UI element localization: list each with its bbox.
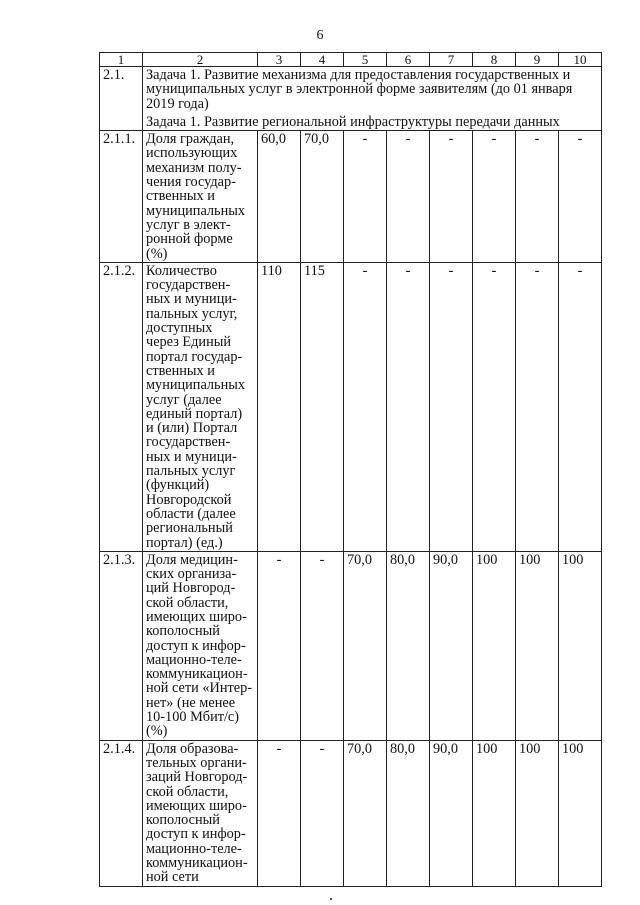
- task-number: 2.1.: [100, 67, 143, 131]
- indicator-name-line: ских организа-: [146, 566, 237, 583]
- value-cell: -: [473, 131, 516, 263]
- indicator-name-line: услуг (далее: [146, 391, 222, 408]
- task-row: [100, 67, 602, 131]
- indicator-name-line: имеющих широ-: [146, 797, 247, 814]
- value-cell: -: [258, 551, 301, 740]
- task-line: 2019 года): [146, 95, 209, 112]
- indicator-name-line: государствен-: [146, 277, 231, 294]
- indicator-name-line: доступ к инфор-: [146, 637, 246, 654]
- indicator-name-line: единый портал): [146, 405, 243, 422]
- indicator-name-line: ской области,: [146, 594, 229, 611]
- table-row: [100, 131, 602, 263]
- indicator-name: [143, 551, 258, 740]
- header-cell: 7: [430, 53, 473, 67]
- indicator-name-line: Доля образова-: [146, 740, 239, 757]
- task-line: Задача 1. Развитие механизма для предоставления государственных и: [146, 67, 571, 83]
- task-subtitle: Задача 1. Развитие региональной инфраструктуры передачи данных: [146, 113, 560, 130]
- value-cell: 110: [258, 262, 301, 551]
- indicator-name-line: услуг в элект-: [146, 216, 231, 233]
- indicator-name-line: Доля медицин-: [146, 551, 238, 568]
- indicator-name-line: использующих: [146, 145, 238, 162]
- value-cell: 100: [559, 551, 602, 740]
- header-cell: 10: [559, 53, 602, 67]
- indicator-name-line: мационно-теле-: [146, 840, 242, 857]
- indicator-name-line: ной сети «Интер-: [146, 680, 252, 697]
- indicator-name-line: и (или) Портал: [146, 420, 238, 437]
- value-cell: -: [387, 131, 430, 263]
- table-row: [100, 551, 602, 740]
- indicator-name-line: тельных органи-: [146, 754, 247, 771]
- indicator-name-line: области (далее: [146, 505, 236, 522]
- value-cell: 100: [516, 740, 559, 886]
- value-cell: -: [301, 551, 344, 740]
- indicator-name-line: через Единый: [146, 334, 231, 351]
- indicator-name-line: доступ к инфор-: [146, 826, 246, 843]
- indicator-name-line: портал) (ед.): [146, 534, 223, 551]
- indicator-name-line: (%): [146, 245, 168, 262]
- indicator-name-line: Количество: [146, 262, 217, 279]
- row-number: 2.1.3.: [100, 551, 143, 740]
- indicator-name-line: (%): [146, 723, 168, 740]
- header-cell: 1: [100, 53, 143, 67]
- value-cell: -: [344, 262, 387, 551]
- value-cell: -: [473, 262, 516, 551]
- indicator-name: [143, 131, 258, 263]
- table-header-row: [100, 53, 602, 67]
- value-cell: 60,0: [258, 131, 301, 263]
- value-cell: -: [258, 740, 301, 886]
- indicator-name: [143, 740, 258, 886]
- indicator-name-line: коммуникацион-: [146, 855, 248, 872]
- indicator-name-line: ных и муници-: [146, 291, 237, 308]
- indicator-name-line: заций Новгород-: [146, 769, 248, 786]
- indicator-name-line: мационно-теле-: [146, 651, 242, 668]
- indicator-name-line: коммуникацион-: [146, 666, 248, 683]
- indicator-name-line: нет» (не менее: [146, 694, 236, 711]
- indicator-name-line: ственных и: [146, 188, 215, 205]
- indicators-table: [99, 52, 602, 887]
- indicator-name-line: ской области,: [146, 783, 229, 800]
- value-cell: 70,0: [344, 740, 387, 886]
- value-cell: -: [559, 131, 602, 263]
- header-cell: 4: [301, 53, 344, 67]
- row-number: 2.1.4.: [100, 740, 143, 886]
- value-cell: -: [430, 262, 473, 551]
- indicator-name-line: муниципальных: [146, 377, 245, 394]
- value-cell: 70,0: [301, 131, 344, 263]
- row-number: 2.1.2.: [100, 262, 143, 551]
- indicator-name-line: ций Новгород-: [146, 580, 236, 597]
- indicator-name-line: кополосный: [146, 812, 220, 829]
- value-cell: 90,0: [430, 551, 473, 740]
- header-cell: 8: [473, 53, 516, 67]
- indicator-name-line: портал государ-: [146, 348, 243, 365]
- value-cell: -: [559, 262, 602, 551]
- indicator-name-line: 10-100 Мбит/с): [146, 709, 240, 726]
- scan-mark: [330, 898, 332, 900]
- indicator-name-line: государствен-: [146, 434, 231, 451]
- header-cell: 6: [387, 53, 430, 67]
- row-number: 2.1.1.: [100, 131, 143, 263]
- value-cell: -: [516, 131, 559, 263]
- indicator-name-line: муниципальных: [146, 202, 245, 219]
- value-cell: 100: [516, 551, 559, 740]
- indicator-name-line: ронной форме: [146, 231, 233, 248]
- value-cell: 100: [559, 740, 602, 886]
- indicator-name-line: ных и муници-: [146, 448, 237, 465]
- indicator-name-line: механизм полу-: [146, 159, 242, 176]
- indicator-name-line: кополосный: [146, 623, 220, 640]
- header-cell: 2: [143, 53, 258, 67]
- indicator-name-line: чения государ-: [146, 174, 236, 191]
- page-number: 6: [316, 28, 324, 43]
- header-cell: 3: [258, 53, 301, 67]
- value-cell: 70,0: [344, 551, 387, 740]
- value-cell: -: [430, 131, 473, 263]
- indicator-name-line: ной сети: [146, 869, 199, 886]
- indicator-name-line: (функций): [146, 477, 210, 494]
- value-cell: -: [344, 131, 387, 263]
- indicator-name-line: пальных услуг: [146, 463, 236, 480]
- value-cell: -: [387, 262, 430, 551]
- indicator-name-line: пальных услуг,: [146, 305, 238, 322]
- indicator-name-line: региональный: [146, 520, 233, 537]
- table-row: [100, 262, 602, 551]
- value-cell: 100: [473, 740, 516, 886]
- value-cell: 90,0: [430, 740, 473, 886]
- indicator-name-line: ственных и: [146, 362, 215, 379]
- value-cell: 80,0: [387, 551, 430, 740]
- value-cell: 100: [473, 551, 516, 740]
- header-cell: 9: [516, 53, 559, 67]
- header-cell: 5: [344, 53, 387, 67]
- indicator-name-line: Новгородской: [146, 491, 232, 508]
- task-description: [143, 67, 602, 131]
- indicator-name-line: доступных: [146, 320, 213, 337]
- value-cell: 115: [301, 262, 344, 551]
- task-line: муниципальных услуг в электронной форме заявителям (до 01 января: [146, 81, 573, 98]
- indicator-name: [143, 262, 258, 551]
- indicator-name-line: Доля граждан,: [146, 131, 235, 148]
- value-cell: -: [301, 740, 344, 886]
- value-cell: 80,0: [387, 740, 430, 886]
- value-cell: -: [516, 262, 559, 551]
- table-row: [100, 740, 602, 886]
- indicator-name-line: имеющих широ-: [146, 608, 247, 625]
